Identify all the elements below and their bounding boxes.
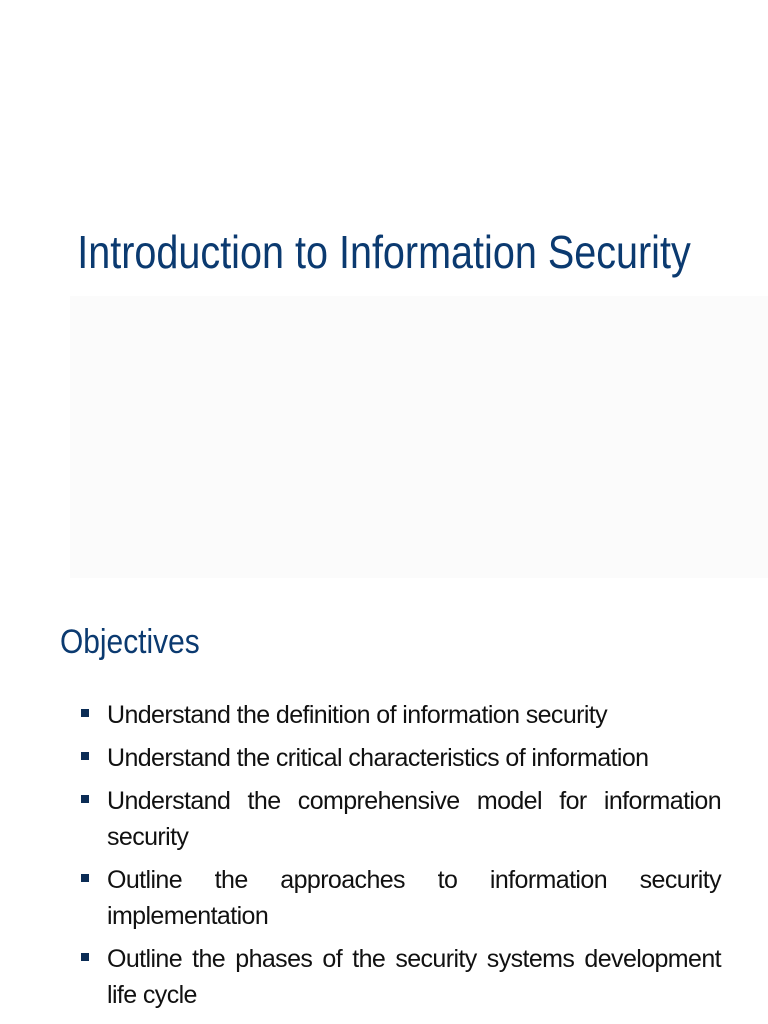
square-bullet-icon	[81, 795, 89, 803]
square-bullet-icon	[81, 874, 89, 882]
square-bullet-icon	[81, 752, 89, 760]
list-item-text: Understand the definition of information security	[107, 701, 608, 729]
objectives-list	[0, 697, 768, 1020]
list-item-text: Outline the approaches to information security implementation	[107, 866, 721, 930]
list-item	[0, 783, 768, 855]
list-item	[0, 740, 768, 776]
slide-title: Introduction to Information Security	[77, 226, 691, 278]
list-item	[0, 941, 768, 1013]
list-item-text: Understand the critical characteristics of information	[107, 744, 649, 772]
list-item	[0, 862, 768, 934]
objectives-heading: Objectives	[60, 623, 200, 661]
square-bullet-icon	[81, 709, 89, 717]
list-item-text: Understand the comprehensive model for information security	[107, 787, 721, 851]
square-bullet-icon	[81, 953, 89, 961]
list-item-text: Outline the phases of the security systems development life cycle	[107, 945, 721, 1009]
objectives-slide	[0, 585, 768, 1024]
list-item	[0, 697, 768, 733]
background-panel	[70, 296, 768, 578]
